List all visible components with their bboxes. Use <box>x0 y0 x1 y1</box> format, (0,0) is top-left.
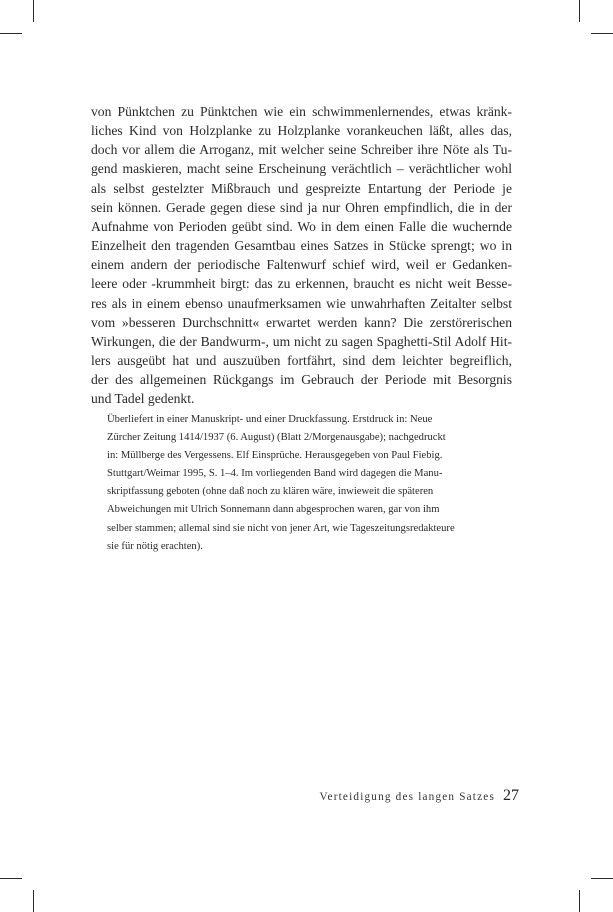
body-line: vom »besseren Durchschnitt« erwartet werden kann? Die zerstörerischen <box>91 314 512 330</box>
crop-mark <box>591 33 613 34</box>
body-text <box>91 102 512 409</box>
note-line: skriptfassung geboten (ohne daß noch zu klären wäre, inwieweit die späteren <box>107 486 434 498</box>
note-line: selber stammen; allemal sind sie nicht von jener Art, wie Tageszeitungsredakteure <box>107 522 455 534</box>
body-line: sein können. Gerade gegen diese sind ja nur Ohren empfindlich, die in der <box>91 199 512 215</box>
body-line: der des allgemeinen Rückgangs im Gebrauch der Periode mit Besorgnis <box>91 372 512 388</box>
body-line: Aufnahme von Perioden geübt sind. Wo in dem einen Falle die wuchernde <box>91 218 512 234</box>
crop-mark <box>33 0 34 22</box>
page-number: 27 <box>503 787 519 804</box>
body-line: liches Kind von Holzplanke zu Holzplanke vorankeuchen läßt, alles das, <box>91 123 512 139</box>
running-title: Verteidigung des langen Satzes <box>319 791 495 803</box>
crop-mark <box>591 878 613 879</box>
body-line: von Pünktchen zu Pünktchen wie ein schwimmenlernendes, etwas kränk- <box>91 104 512 119</box>
note-line: Abweichungen mit Ulrich Sonnemann dann abgesprochen waren, gar von ihm <box>107 504 440 516</box>
body-line: als selbst gestelzter Mißbrauch und gespreizte Entartung der Periode je <box>91 180 512 196</box>
body-line: und Tadel gedenkt. <box>91 391 195 407</box>
note-line: Stuttgart/Weimar 1995, S. 1–4. Im vorliegenden Band wird dagegen die Manu- <box>107 468 443 480</box>
note-line: Zürcher Zeitung 1414/1937 (6. August) (Blatt 2/Morgenausgabe); nachgedruckt <box>107 432 446 444</box>
crop-mark <box>579 890 580 912</box>
body-line: einem andern der periodische Faltenwurf schief wird, weil er Gedanken- <box>91 257 512 273</box>
note-line: sie für nötig erachten). <box>107 540 203 552</box>
body-line: gend maskieren, macht seine Erscheinung verächtlich – verächtlicher wohl <box>91 161 512 177</box>
body-line: res als in einem ebenso unaufmerksamen wie unwahrhaften Zeitalter selbst <box>91 295 512 311</box>
source-note <box>107 411 501 556</box>
body-line: leere oder -krummheit birgt: das zu erkennen, braucht es nicht weit Besse- <box>91 276 512 292</box>
note-line: in: Müllberge des Vergessens. Elf Einsprüche. Herausgegeben von Paul Fiebig. <box>107 450 443 462</box>
crop-mark <box>33 890 34 912</box>
note-line: Überliefert in einer Manuskript- und einer Druckfassung. Erstdruck in: Neue <box>107 414 433 425</box>
body-line: Wirkungen, die der Bandwurm-, um nicht zu sagen Spaghetti-Stil Adolf Hit- <box>91 333 512 349</box>
crop-mark <box>579 0 580 22</box>
body-line: doch vor allem die Arroganz, mit welcher seine Schreiber ihre Nöte als Tu- <box>91 142 512 158</box>
body-line: lers ausgeübt hat und auszuüben fortfährt, sind dem leichter begreiflich, <box>91 353 512 369</box>
crop-mark <box>0 878 22 879</box>
body-line: Einzelheit den tragenden Gesamtbau eines Satzes in Stücke sprengt; wo in <box>91 238 512 254</box>
crop-mark <box>0 33 22 34</box>
